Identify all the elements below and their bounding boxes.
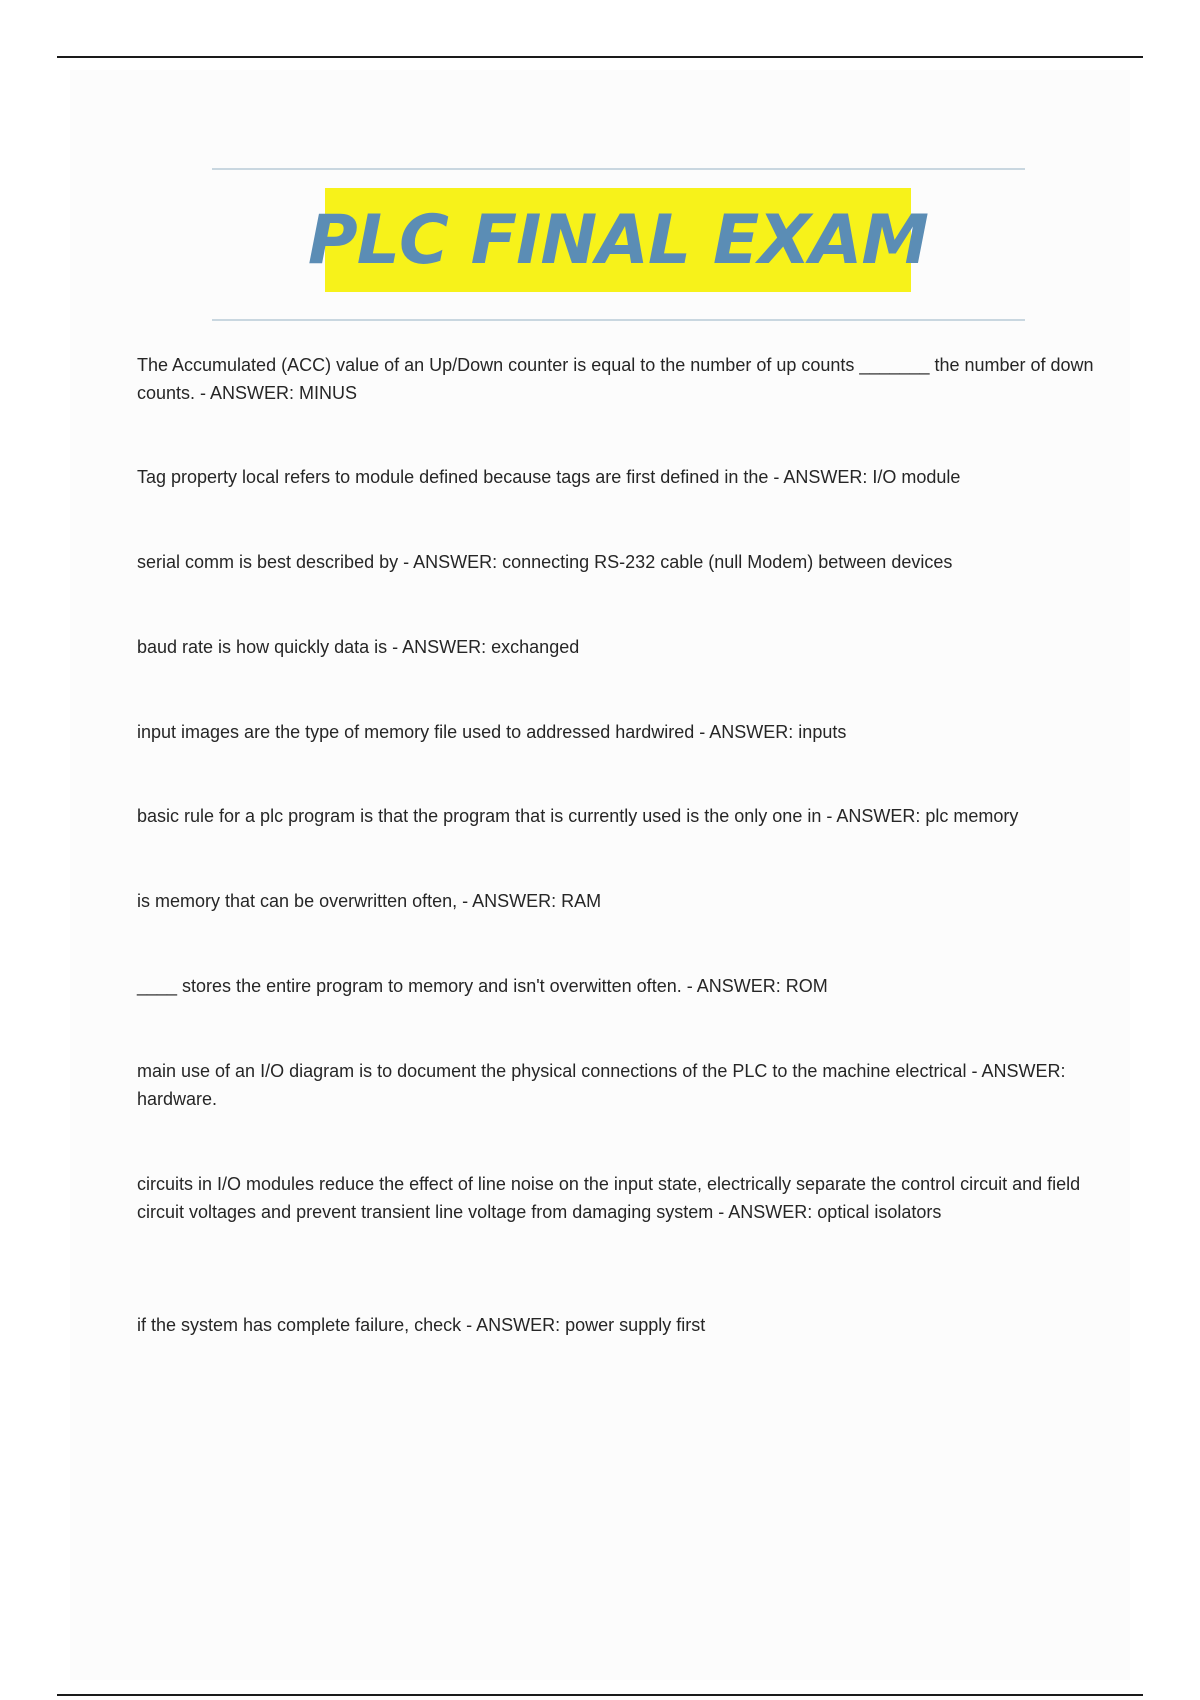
qa-item: serial comm is best described by - ANSWER: connecting RS-232 cable (null Modem) between devices <box>137 552 953 572</box>
qa-item: ____ stores the entire program to memory and isn't overwitten often. - ANSWER: ROM <box>137 976 828 996</box>
qa-item: Tag property local refers to module defined because tags are first defined in the - ANSWER: I/O module <box>137 467 961 487</box>
title-lower-rule <box>212 319 1025 321</box>
qa-item: The Accumulated (ACC) value of an Up/Down counter is equal to the number of up counts _______ the number of down counts. - ANSWER: MINUS <box>137 355 1094 403</box>
qa-item: is memory that can be overwritten often, - ANSWER: RAM <box>137 891 602 911</box>
title-highlight <box>307 188 929 292</box>
qa-item: main use of an I/O diagram is to document the physical connections of the PLC to the machine electrical - ANSWER: hardware. <box>137 1061 1066 1109</box>
document-title: PLC FINAL EXAM <box>307 200 929 280</box>
qa-item: if the system has complete failure, check - ANSWER: power supply first <box>137 1315 706 1335</box>
qa-item: circuits in I/O modules reduce the effect of line noise on the input state, electrically separate the control circuit and field circuit voltages and prevent transient line voltage from damaging system - ANSWER: optical isolators <box>137 1174 1081 1222</box>
title-upper-rule <box>212 168 1025 170</box>
document-page <box>70 70 1130 1680</box>
qa-item: baud rate is how quickly data is - ANSWER: exchanged <box>137 637 580 657</box>
page-bottom-rule <box>57 1694 1143 1696</box>
qa-item: input images are the type of memory file used to addressed hardwired - ANSWER: inputs <box>137 722 847 742</box>
qa-item: basic rule for a plc program is that the program that is currently used is the only one in - ANSWER: plc memory <box>137 806 1019 826</box>
page-top-rule <box>57 56 1143 58</box>
